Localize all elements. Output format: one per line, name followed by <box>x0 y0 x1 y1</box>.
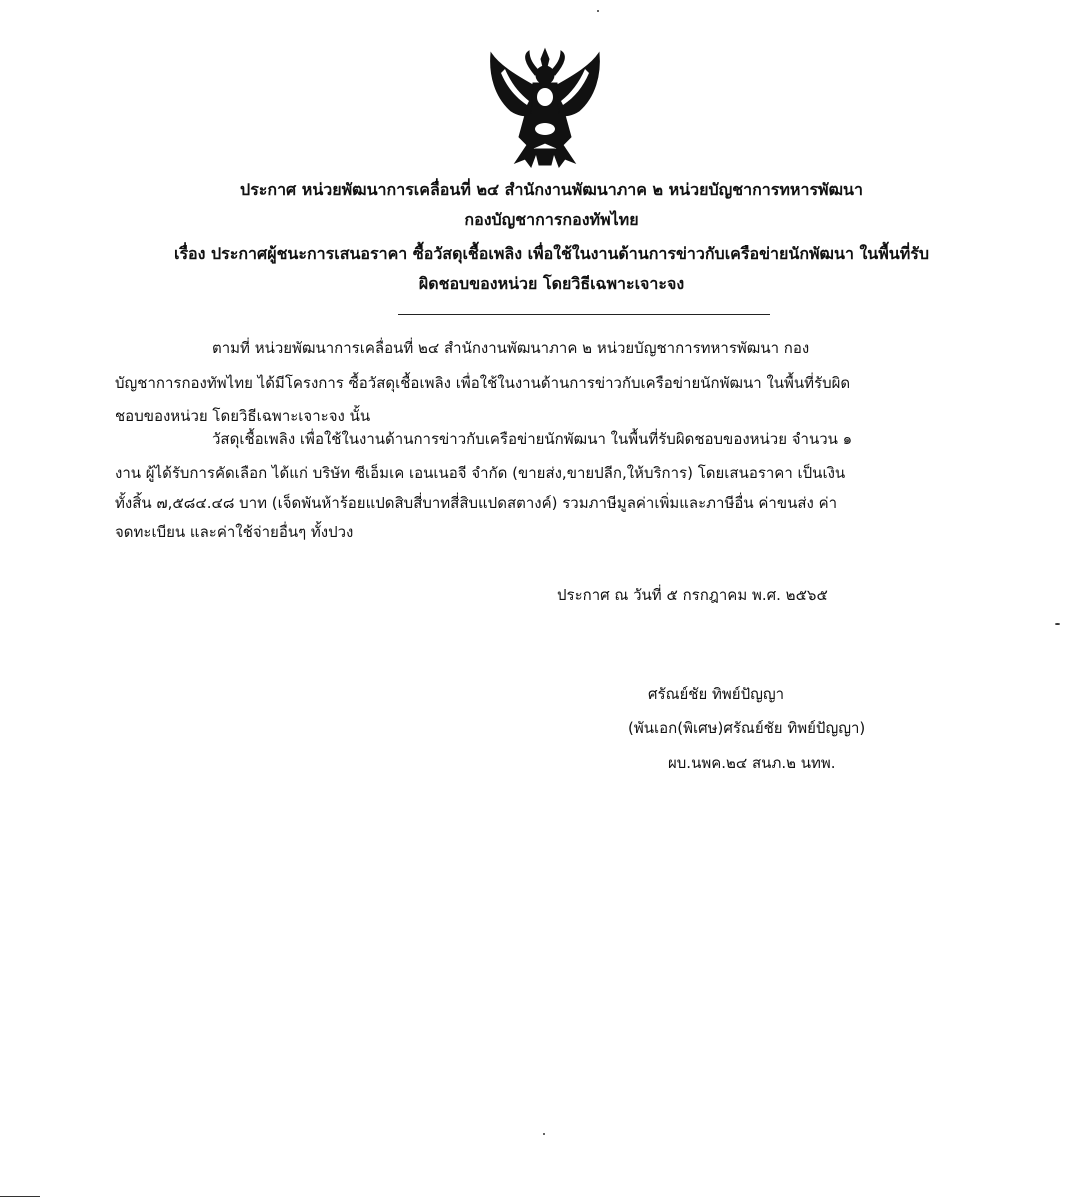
header-line-1: ประกาศ หน่วยพัฒนาการเคลื่อนที่ ๒๔ สำนักงานพัฒนาภาค ๒ หน่วยบัญชาการทหารพัฒนา <box>240 180 863 199</box>
scan-speck <box>0 1196 40 1197</box>
signature-position: ผบ.นพค.๒๔ สนภ.๒ นทพ. <box>668 754 836 772</box>
garuda-emblem-icon <box>485 45 605 170</box>
paragraph-2-line-1: วัสดุเชื้อเพลิง เพื่อใช้ในงานด้านการข่าวกับเครือข่ายนักพัฒนา ในพื้นที่รับผิดชอบของหน่วย จำนวน ๑ <box>212 430 853 448</box>
paragraph-2-line-4: จดทะเบียน และค่าใช้จ่ายอื่นๆ ทั้งปวง <box>115 523 354 541</box>
paragraph-1-line-1: ตามที่ หน่วยพัฒนาการเคลื่อนที่ ๒๔ สำนักงานพัฒนาภาค ๒ หน่วยบัญชาการทหารพัฒนา กอง <box>212 339 810 357</box>
header-divider <box>398 314 770 315</box>
signature-rank-name: (พันเอก(พิเศษ)ศรัณย์ชัย ทิพย์ปัญญา) <box>628 719 866 737</box>
subject-line-1: เรื่อง ประกาศผู้ชนะการเสนอราคา ซื้อวัสดุเชื้อเพลิง เพื่อใช้ในงานด้านการข่าวกับเครือข่ายนักพัฒนา ในพื้นที่รับ <box>173 244 930 263</box>
signature-name: ศรัณย์ชัย ทิพย์ปัญญา <box>648 685 785 703</box>
scan-speck <box>1055 623 1060 625</box>
paragraph-2-line-2: งาน ผู้ได้รับการคัดเลือก ได้แก่ บริษัท ซีเอ็มเค เอนเนอจี จำกัด (ขายส่ง,ขายปลีก,ให้บริการ) โดยเสนอราคา เป็นเงิน <box>115 464 846 482</box>
subject-line-2: ผิดชอบของหน่วย โดยวิธีเฉพาะเจาะจง <box>418 274 685 293</box>
scan-speck <box>597 10 599 12</box>
paragraph-1-line-2: บัญชาการกองทัพไทย ได้มีโครงการ ซื้อวัสดุเชื้อเพลิง เพื่อใช้ในงานด้านการข่าวกับเครือข่ายนักพัฒนา ในพื้นที่รับผิด <box>115 374 851 392</box>
paragraph-1-line-3: ชอบของหน่วย โดยวิธีเฉพาะเจาะจง นั้น <box>115 407 371 425</box>
announcement-date: ประกาศ ณ วันที่ ๕ กรกฎาคม พ.ศ. ๒๕๖๕ <box>557 586 828 604</box>
header-line-2: กองบัญชาการกองทัพไทย <box>464 210 639 229</box>
scan-speck <box>543 1133 545 1135</box>
paragraph-2-line-3: ทั้งสิ้น ๗,๕๘๔.๔๘ บาท (เจ็ดพันห้าร้อยแปดสิบสี่บาทสี่สิบแปดสตางค์) รวมภาษีมูลค่าเพิ่มและภาษีอื่น ค่าขนส่ง ค่า <box>115 494 838 512</box>
